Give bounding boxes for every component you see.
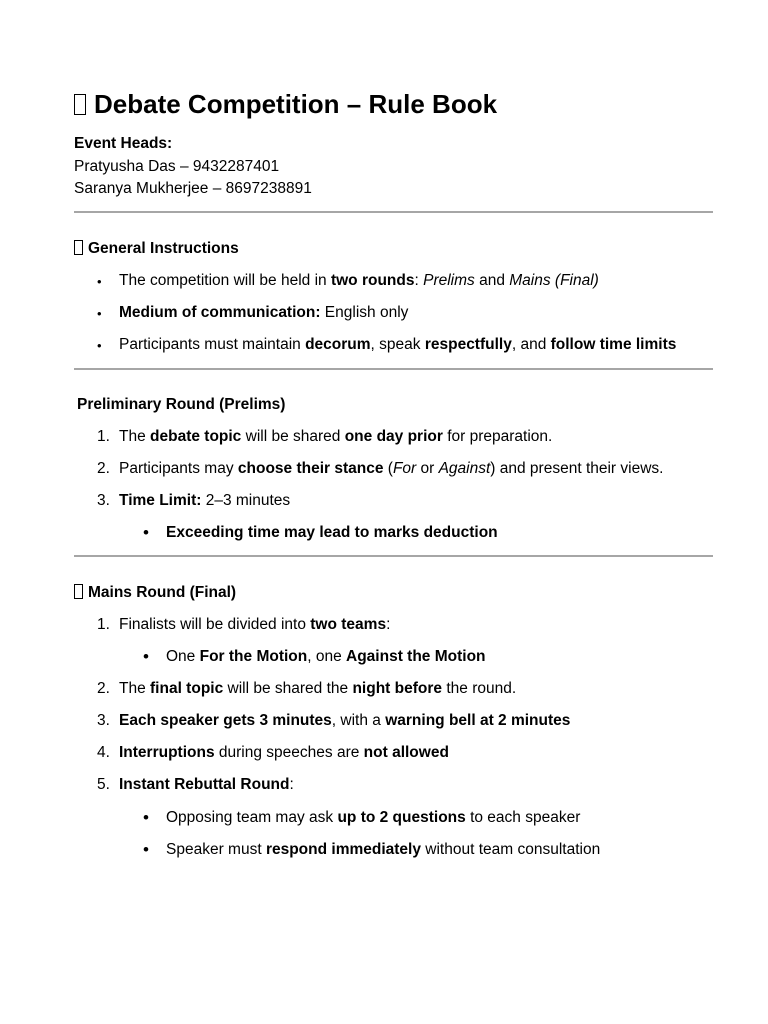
list-number: 2.	[97, 680, 110, 697]
mains-subitem-2: Opposing team may ask up to 2 questions to each speaker	[166, 809, 581, 826]
event-head-1: Pratyusha Das – 9432287401	[74, 158, 280, 175]
title-text: Debate Competition – Rule Book	[94, 89, 498, 119]
divider	[74, 555, 713, 557]
general-item-1: The competition will be held in two rounds: Prelims and Mains (Final)	[119, 272, 599, 289]
divider	[74, 368, 713, 370]
mains-item-4: Interruptions during speeches are not allowed	[119, 744, 449, 761]
prelims-subitem-1: Exceeding time may lead to marks deduction	[166, 524, 498, 541]
mains-item-2: The final topic will be shared the night before the round.	[119, 680, 517, 697]
list-number: 3.	[97, 492, 110, 509]
bullet-icon: •	[97, 338, 102, 353]
divider	[74, 211, 713, 213]
mains-item-5: Instant Rebuttal Round:	[119, 776, 294, 793]
mains-subitem-3: Speaker must respond immediately without team consultation	[166, 841, 601, 858]
list-number: 5.	[97, 776, 110, 793]
general-item-2: Medium of communication: English only	[119, 304, 409, 321]
event-heads-label: Event Heads:	[74, 135, 173, 152]
mains-item-1: Finalists will be divided into two teams:	[119, 616, 391, 633]
missing-glyph-icon	[74, 584, 83, 599]
prelims-heading: Preliminary Round (Prelims)	[77, 396, 286, 413]
bullet-icon: •	[97, 306, 102, 321]
missing-glyph-icon	[74, 94, 86, 115]
bullet-icon: •	[97, 274, 102, 289]
prelims-item-2: Participants may choose their stance (For or Against) and present their views.	[119, 460, 664, 477]
page-title	[74, 86, 497, 122]
list-number: 4.	[97, 744, 110, 761]
general-instructions-heading: General Instructions	[74, 238, 239, 260]
prelims-item-3: Time Limit: 2–3 minutes	[119, 492, 291, 509]
prelims-item-1: The debate topic will be shared one day prior for preparation.	[119, 428, 553, 445]
bullet-icon: •	[143, 840, 149, 859]
bullet-icon: •	[143, 808, 149, 827]
mains-heading: Mains Round (Final)	[74, 582, 236, 604]
list-number: 3.	[97, 712, 110, 729]
event-head-2: Saranya Mukherjee – 8697238891	[74, 180, 312, 197]
bullet-icon: •	[143, 523, 149, 542]
mains-item-3: Each speaker gets 3 minutes, with a warning bell at 2 minutes	[119, 712, 571, 729]
missing-glyph-icon	[74, 240, 83, 255]
general-item-3: Participants must maintain decorum, speak respectfully, and follow time limits	[119, 336, 677, 353]
list-number: 1.	[97, 428, 110, 445]
bullet-icon: •	[143, 647, 149, 666]
mains-subitem-1: One For the Motion, one Against the Motion	[166, 648, 486, 665]
list-number: 2.	[97, 460, 110, 477]
list-number: 1.	[97, 616, 110, 633]
